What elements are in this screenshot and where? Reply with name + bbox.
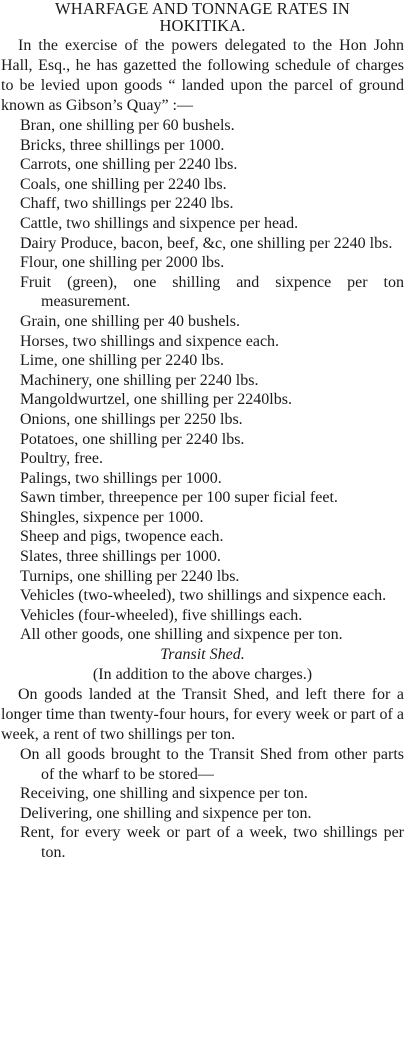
rate-item: Horses, two shillings and sixpence each. xyxy=(20,332,280,350)
transit-rate-item: Delivering, one shilling and sixpence per ton. xyxy=(20,804,312,822)
rate-item: Vehicles (four-wheeled), five shillings each. xyxy=(20,606,303,624)
rate-item: Carrots, one shilling per 2240 lbs. xyxy=(20,156,238,174)
rate-item: Cattle, two shillings and sixpence per head. xyxy=(20,214,299,232)
rate-item: All other goods, one shilling and sixpence per ton. xyxy=(20,626,343,644)
transit-rate-item: Receiving, one shilling and sixpence per ton. xyxy=(20,785,308,803)
rate-item: Dairy Produce, bacon, beef, &c, one shilling per 2240 lbs. xyxy=(20,234,393,252)
rate-item: Sawn timber, threepence per 100 super ficial feet. xyxy=(20,489,338,507)
transit-rate-item: Rent, for every week or part of a week, two shillings per ton. xyxy=(20,824,404,861)
rates-list xyxy=(1,116,404,645)
transit-shed-paragraph: On goods landed at the Transit Shed, and left there for a longer time than twenty-four hours, for every week or part of a week, a rent of two shillings per ton. xyxy=(1,686,404,744)
rate-item: Shingles, sixpence per 1000. xyxy=(20,508,204,526)
rate-item: Potatoes, one shilling per 2240 lbs. xyxy=(20,430,245,448)
rate-item: Mangoldwurtzel, one shilling per 2240lbs. xyxy=(20,391,292,409)
rate-item: Flour, one shilling per 2000 lbs. xyxy=(20,254,225,272)
rate-item: Palings, two shillings per 1000. xyxy=(20,469,222,487)
rate-item: Coals, one shilling per 2240 lbs. xyxy=(20,175,227,193)
transit-shed-note: (In addition to the above charges.) xyxy=(92,666,313,684)
transit-rates-list xyxy=(1,745,404,863)
rate-item: Sheep and pigs, twopence each. xyxy=(20,528,224,546)
rate-item: Fruit (green), one shilling and sixpence per ton measurement. xyxy=(20,273,404,311)
rate-item: Grain, one shilling per 40 bushels. xyxy=(20,312,240,330)
article-title-line-2: HOKITIKA. xyxy=(159,16,246,35)
rate-item: Machinery, one shilling per 2240 lbs. xyxy=(20,371,259,389)
rate-item: Onions, one shillings per 2250 lbs. xyxy=(20,410,243,428)
rate-item: Lime, one shilling per 2240 lbs. xyxy=(20,352,224,370)
article-title-line-1: WHARFAGE AND TONNAGE RATES IN xyxy=(55,0,350,18)
intro-paragraph: In the exercise of the powers delegated to the Hon John Hall, Esq., he has gazetted the following schedule of charges to be levied upon goods “ landed upon the parcel of ground known as Gibson’s Quay” :— xyxy=(1,37,404,114)
rate-item: Turnips, one shilling per 2240 lbs. xyxy=(20,567,240,585)
rate-item: Slates, three shillings per 1000. xyxy=(20,548,221,566)
rate-item: Bricks, three shillings per 1000. xyxy=(20,136,225,154)
transit-shed-heading: Transit Shed. xyxy=(160,646,245,664)
rate-item: Chaff, two shillings per 2240 lbs. xyxy=(20,195,234,213)
transit-rate-item: On all goods brought to the Transit Shed from other parts of the wharf to be stored— xyxy=(20,746,404,783)
rate-item: Vehicles (two-wheeled), two shillings and sixpence each. xyxy=(20,587,387,605)
rate-item: Poultry, free. xyxy=(20,450,103,468)
rate-item: Bran, one shilling per 60 bushels. xyxy=(20,117,235,134)
